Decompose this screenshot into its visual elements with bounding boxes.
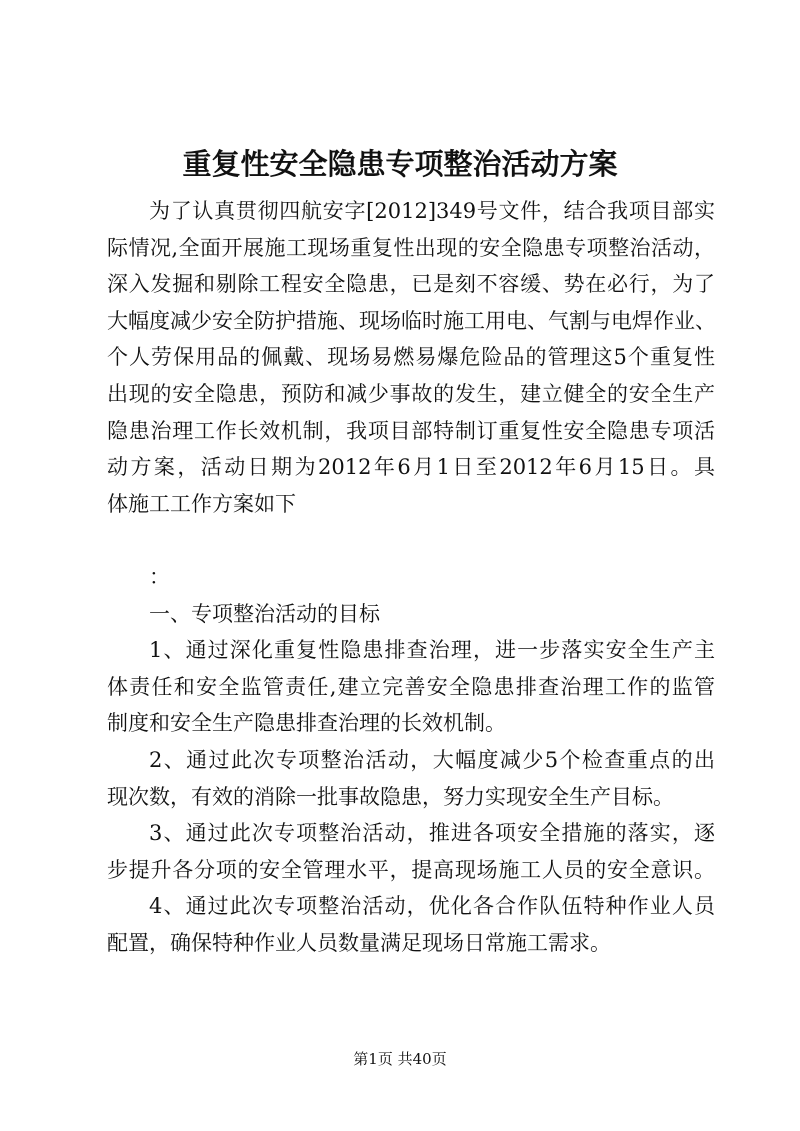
paragraph-line: 步提升各分项的安全管理水平，提高现场施工人员的安全意识。 bbox=[107, 857, 715, 882]
paragraph-line: 为了认真贯彻四航安字[2012]349号文件，结合我项目部实 bbox=[149, 199, 715, 223]
paragraph-line: 2、通过此次专项整治活动，大幅度减少5个检查重点的出 bbox=[149, 747, 715, 772]
paragraph-line: ： bbox=[149, 564, 170, 589]
page-number-footer: 第1页 共40页 bbox=[353, 1050, 447, 1068]
section-heading: 一、专项整治活动的目标 bbox=[149, 601, 380, 626]
paragraph-line: 1、通过深化重复性隐患排查治理，进一步落实安全生产主 bbox=[149, 638, 715, 663]
paragraph-line: 体责任和安全监管责任,建立完善安全隐患排查治理工作的监管 bbox=[107, 674, 715, 699]
paragraph-line: 体施工工作方案如下 bbox=[107, 491, 296, 516]
paragraph-line: 4、通过此次专项整治活动，优化各合作队伍特种作业人员 bbox=[149, 894, 715, 919]
document-body bbox=[107, 193, 715, 961]
paragraph-line: 现次数，有效的消除一批事故隐患，努力实现安全生产目标。 bbox=[107, 784, 674, 809]
paragraph-line: 大幅度减少安全防护措施、现场临时施工用电、气割与电焊作业、 bbox=[107, 308, 716, 333]
paragraph-line: 动方案，活动日期为2012年6月1日至2012年6月15日。具 bbox=[107, 455, 715, 480]
paragraph-line: 出现的安全隐患，预防和减少事故的发生，建立健全的安全生产 bbox=[107, 381, 715, 406]
paragraph-line: 制度和安全生产隐患排查治理的长效机制。 bbox=[107, 711, 506, 736]
paragraph-line: 隐患治理工作长效机制，我项目部特制订重复性安全隐患专项活 bbox=[107, 418, 715, 443]
paragraph-line: 个人劳保用品的佩戴、现场易燃易爆危险品的管理这5个重复性 bbox=[107, 345, 715, 370]
paragraph-line: 深入发掘和剔除工程安全隐患，已是刻不容缓、势在必行，为了 bbox=[107, 272, 715, 297]
blank-line bbox=[107, 522, 715, 559]
document-title: 重复性安全隐患专项整治活动方案 bbox=[182, 147, 618, 181]
paragraph-line: 际情况,全面开展施工现场重复性出现的安全隐患专项整治活动， bbox=[107, 235, 715, 260]
paragraph-line: 3、通过此次专项整治活动，推进各项安全措施的落实，逐 bbox=[149, 821, 715, 846]
paragraph-line: 配置，确保特种作业人员数量满足现场日常施工需求。 bbox=[107, 930, 611, 955]
